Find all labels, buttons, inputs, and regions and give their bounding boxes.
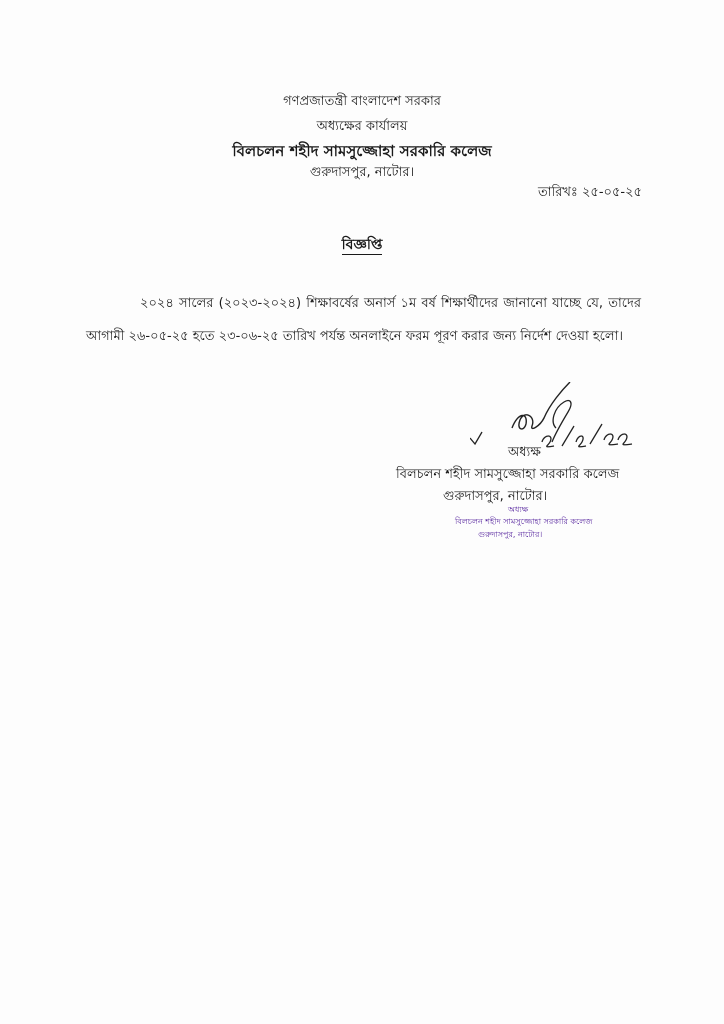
notice-date: তারিখঃ ২৫-০৫-২৫ <box>537 185 642 200</box>
office-name: অধ্যক্ষের কার্যালয় <box>316 119 408 134</box>
notice-body: ২০২৪ সালের (২০২৩-২০২৪) শিক্ষাবর্ষের অনার্স ১ম বর্ষ শিক্ষার্থীদের জানানো যাচ্ছে যে, তাদের আগামী ২৬-০৫-২৫ হতে ২৩-০৬-২৫ তারিখ পর্যন্ত অনলাইনে ফরম পূরণ করার জন্য নির্দেশ দেওয়া হলো। <box>86 296 641 344</box>
signatory-address: গুরুদাসপুর, নাটোর। <box>443 489 548 504</box>
stamp-title: অধ্যক্ষ <box>508 505 529 514</box>
handwritten-signature <box>470 382 640 462</box>
college-name: বিলচলন শহীদ সামসুজ্জোহা সরকারি কলেজ <box>232 142 492 160</box>
signatory-title: অধ্যক্ষ <box>508 445 541 460</box>
college-address: গুরুদাসপুর, নাটোর। <box>309 165 415 180</box>
stamp-college: বিলচলন শহীদ সামসুজ্জোহা সরকারি কলেজ <box>455 517 593 526</box>
signatory-college: বিলচলন শহীদ সামসুজ্জোহা সরকারি কলেজ <box>396 467 620 482</box>
stamp-address: গুরুদাসপুর, নাটোর। <box>478 530 543 539</box>
notice-title <box>0 233 724 257</box>
government-name: গণপ্রজাতন্ত্রী বাংলাদেশ সরকার <box>283 94 441 109</box>
notice-title-text: বিজ্ঞপ্তি <box>341 237 383 253</box>
